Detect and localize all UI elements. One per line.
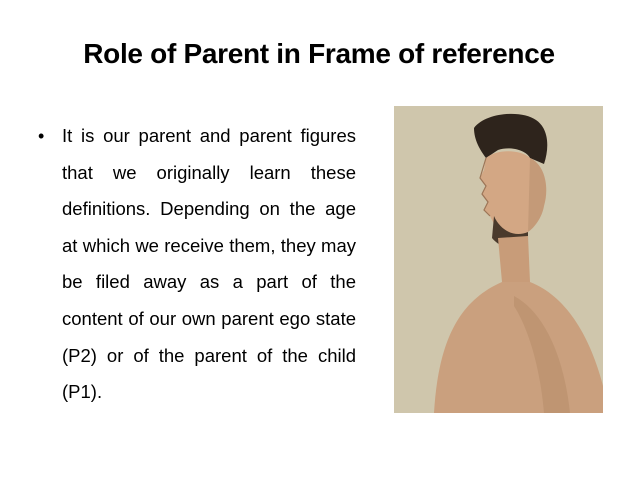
slide-title: Role of Parent in Frame of reference: [83, 38, 555, 69]
bullet-item: [38, 118, 356, 411]
profile-illusion-photo: [394, 106, 603, 413]
bullet-text: It is our parent and parent figures that we originally learn these definitions. Depending on the age at which we receive them, they may be filed away as a part of the content of our own parent ego state (P2) or of the parent of the child (P1).: [62, 125, 356, 403]
slide-body: [38, 118, 356, 411]
bullet-marker: •: [38, 126, 45, 146]
